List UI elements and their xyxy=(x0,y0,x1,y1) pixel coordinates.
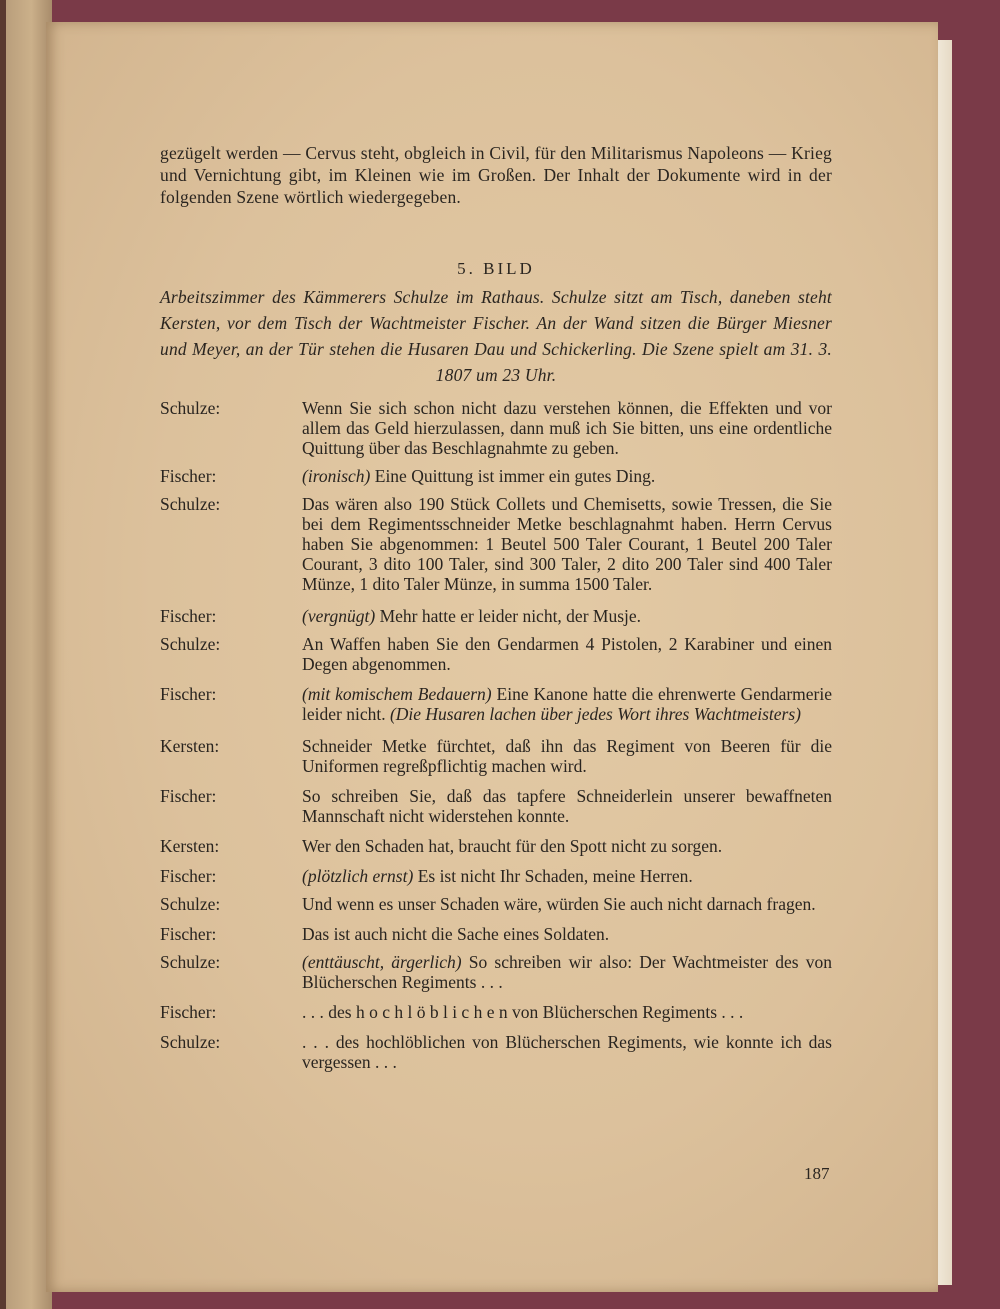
speech-text: Eine Kanone hatte die ehrenwerte Gendarmerie leider nicht. xyxy=(302,684,832,724)
dialogue-line xyxy=(160,836,832,856)
speech xyxy=(302,736,832,776)
speaker: Fischer: xyxy=(160,684,217,704)
speech xyxy=(302,894,832,914)
speech-text: Und wenn es unser Schaden wäre, würden Sie auch nicht darnach fragen. xyxy=(302,894,816,914)
speaker: Schulze: xyxy=(160,894,221,914)
speech xyxy=(302,836,832,856)
speech xyxy=(302,866,832,886)
speaker: Kersten: xyxy=(160,736,220,756)
dialogue-line xyxy=(160,494,832,594)
dialogue-line xyxy=(160,736,832,776)
speech xyxy=(302,1002,832,1022)
speaker: Fischer: xyxy=(160,786,217,806)
speech-text: Schneider Metke fürchtet, daß ihn das Regiment von Beeren für die Uniformen regreßpflichtig machen wird. xyxy=(302,736,832,776)
speaker: Fischer: xyxy=(160,1002,217,1022)
intro-paragraph: gezügelt werden — Cervus steht, obgleich in Civil, für den Militarismus Napoleons — Krieg und Vernichtung gibt, im Kleinen wie im Großen. Der Inhalt der Dokumente wird in der folgenden Szene wörtlich wiedergegeben. xyxy=(160,143,832,207)
speaker: Kersten: xyxy=(160,836,220,856)
speaker: Schulze: xyxy=(160,398,221,418)
stage-aside: (Die Husaren lachen über jedes Wort ihres Wachtmeisters) xyxy=(389,704,801,724)
speech-text: So schreiben Sie, daß das tapfere Schneiderlein unserer bewaffneten Mannschaft nicht widerstehen konnte. xyxy=(302,786,832,826)
dialogue-line xyxy=(160,952,832,992)
stage-direction: Arbeitszimmer des Kämmerers Schulze im Rathaus. Schulze sitzt am Tisch, daneben steht Kersten, vor dem Tisch der Wachtmeister Fischer. An der Wand sitzen die Bürger Miesner und Meyer, an der Tür stehen die Husaren Dau und Schickerling. Die Szene spielt am 31. 3. 1807 um 23 Uhr. xyxy=(160,287,832,385)
stage-aside: (ironisch) xyxy=(302,466,371,486)
dialogue-line xyxy=(160,684,832,724)
speaker: Fischer: xyxy=(160,924,217,944)
dialogue-line xyxy=(160,606,832,626)
speaker: Fischer: xyxy=(160,866,217,886)
speaker: Fischer: xyxy=(160,606,217,626)
speech-text: Wer den Schaden hat, braucht für den Spott nicht zu sorgen. xyxy=(302,836,723,856)
dialogue-line xyxy=(160,894,832,914)
dialogue-line xyxy=(160,786,832,826)
speaker: Schulze: xyxy=(160,952,221,972)
speech xyxy=(302,634,832,674)
stage-aside: (plötzlich ernst) xyxy=(302,866,414,886)
speech xyxy=(302,924,832,944)
speaker: Fischer: xyxy=(160,466,217,486)
speech xyxy=(302,952,832,992)
speech-text: Es ist nicht Ihr Schaden, meine Herren. xyxy=(417,866,693,886)
speaker: Schulze: xyxy=(160,494,221,514)
dialogue-line xyxy=(160,924,832,944)
stage-aside: (mit komischem Bedauern) xyxy=(302,684,492,704)
speech-text: Eine Quittung ist immer ein gutes Ding. xyxy=(374,466,656,486)
book-page xyxy=(46,22,938,1292)
speech xyxy=(302,786,832,826)
speech-text: Mehr hatte er leider nicht, der Musje. xyxy=(379,606,642,626)
dialogue-line xyxy=(160,634,832,674)
speaker: Schulze: xyxy=(160,634,221,654)
dialogue xyxy=(160,398,832,1072)
speech-text: So schreiben wir also: Der Wachtmeister des von Blücherschen Regiments . . . xyxy=(302,952,832,992)
speech xyxy=(302,494,832,594)
page-number: 187 xyxy=(804,1164,830,1183)
speech-text: Wenn Sie sich schon nicht dazu verstehen können, die Effekten und vor allem das Geld hierzulassen, dann muß ich Sie bitten, uns eine ordentliche Quittung über das Beschlagnahmte zu geben. xyxy=(302,398,832,458)
speech xyxy=(302,606,832,626)
speech-text: An Waffen haben Sie den Gendarmen 4 Pistolen, 2 Karabiner und einen Degen abgenommen. xyxy=(302,634,832,674)
speech-text: Das ist auch nicht die Sache eines Soldaten. xyxy=(302,924,610,944)
scene-heading: 5. BILD xyxy=(457,259,535,278)
dialogue-line xyxy=(160,1032,832,1072)
speech-text: . . . des h o c h l ö b l i c h e n von Blücherschen Regiments . . . xyxy=(302,1002,744,1022)
speech xyxy=(302,398,832,458)
stage-aside: (vergnügt) xyxy=(302,606,376,626)
speech-text: Das wären also 190 Stück Collets und Chemisetts, sowie Tressen, die Sie bei dem Regimentsschneider Metke beschlagnahmt haben. Herrn Cervus haben Sie abgenommen: 1 Beutel 500 Taler Courant, 1 Beutel 200 Taler Courant, 3 dito 100 Taler, sind 300 Taler, 2 dito 200 Taler sind 400 Taler Münze, 1 dito Taler Münze, in summa 1500 Taler. xyxy=(302,494,832,594)
dialogue-line xyxy=(160,398,832,458)
book-gutter xyxy=(0,0,6,1309)
speech xyxy=(302,1032,832,1072)
speaker: Schulze: xyxy=(160,1032,221,1052)
speech xyxy=(302,684,832,724)
stage-aside: (enttäuscht, ärgerlich) xyxy=(302,952,462,972)
book-cover-left xyxy=(0,0,52,1309)
dialogue-line xyxy=(160,866,832,886)
speech xyxy=(302,466,832,486)
dialogue-line xyxy=(160,1002,832,1022)
dialogue-line xyxy=(160,466,832,486)
speech-text: . . . des hochlöblichen von Blücherschen Regiments, wie konnte ich das vergessen . . . xyxy=(302,1032,832,1072)
